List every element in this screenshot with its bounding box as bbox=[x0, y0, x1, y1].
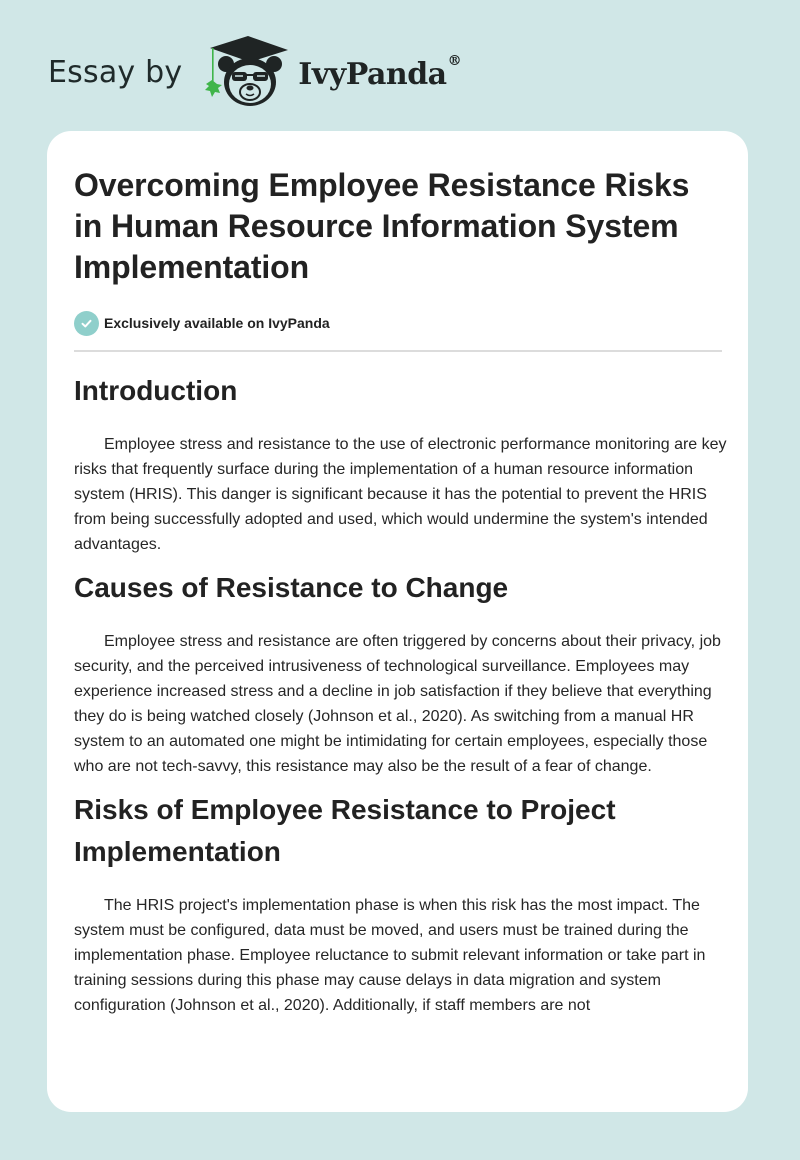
check-circle-icon bbox=[74, 311, 99, 336]
exclusive-badge bbox=[74, 310, 721, 336]
brand-text: IvyPanda bbox=[298, 56, 447, 92]
section-paragraph: Employee stress and resistance are often triggered by concerns about their privacy, job security, and the perceived intrusiveness of technological surveillance. Employees may experience increased stress and a decline in job satisfaction if they believe that everything they do is being watched closely (Johnson et al., 2020). As switching from a manual HR system to an automated one might be intimidating for certain employees, especially those who are not tech-savvy, this resistance may also be the result of a fear of change. bbox=[74, 633, 721, 775]
site-header bbox=[48, 34, 461, 110]
essay-by-label: Essay by bbox=[48, 54, 183, 90]
section-risks bbox=[74, 789, 721, 1018]
section-introduction bbox=[74, 370, 727, 557]
brand-name[interactable] bbox=[298, 52, 462, 92]
section-causes bbox=[74, 567, 721, 779]
section-heading: Introduction bbox=[74, 375, 238, 406]
divider bbox=[74, 350, 722, 352]
section-paragraph: Employee stress and resistance to the use of electronic performance monitoring are key risks that frequently surface during the implementation of a human resource information system (HRIS). This danger is significant because it has the potential to prevent the HRIS from being successfully adopted and used, which would undermine the system's intended advantages. bbox=[74, 436, 727, 553]
section-paragraph: The HRIS project's implementation phase is when this risk has the most impact. The system must be configured, data must be moved, and users must be trained during the implementation phase. Employee reluctance to submit relevant information or take part in training sessions during this phase may cause delays in data migration and system configuration (Johnson et al., 2020). Additionally, if staff members are not bbox=[74, 897, 706, 1014]
section-heading: Causes of Resistance to Change bbox=[74, 572, 509, 603]
essay-card bbox=[47, 131, 748, 1112]
registered-mark: ® bbox=[447, 52, 462, 69]
section-heading: Risks of Employee Resistance to Project Implementation bbox=[74, 794, 616, 867]
page-title: Overcoming Employee Resistance Risks in Human Resource Information System Implementation bbox=[74, 167, 690, 285]
exclusive-label: Exclusively available on IvyPanda bbox=[104, 315, 330, 331]
panda-graduation-cap-icon[interactable] bbox=[202, 34, 294, 110]
